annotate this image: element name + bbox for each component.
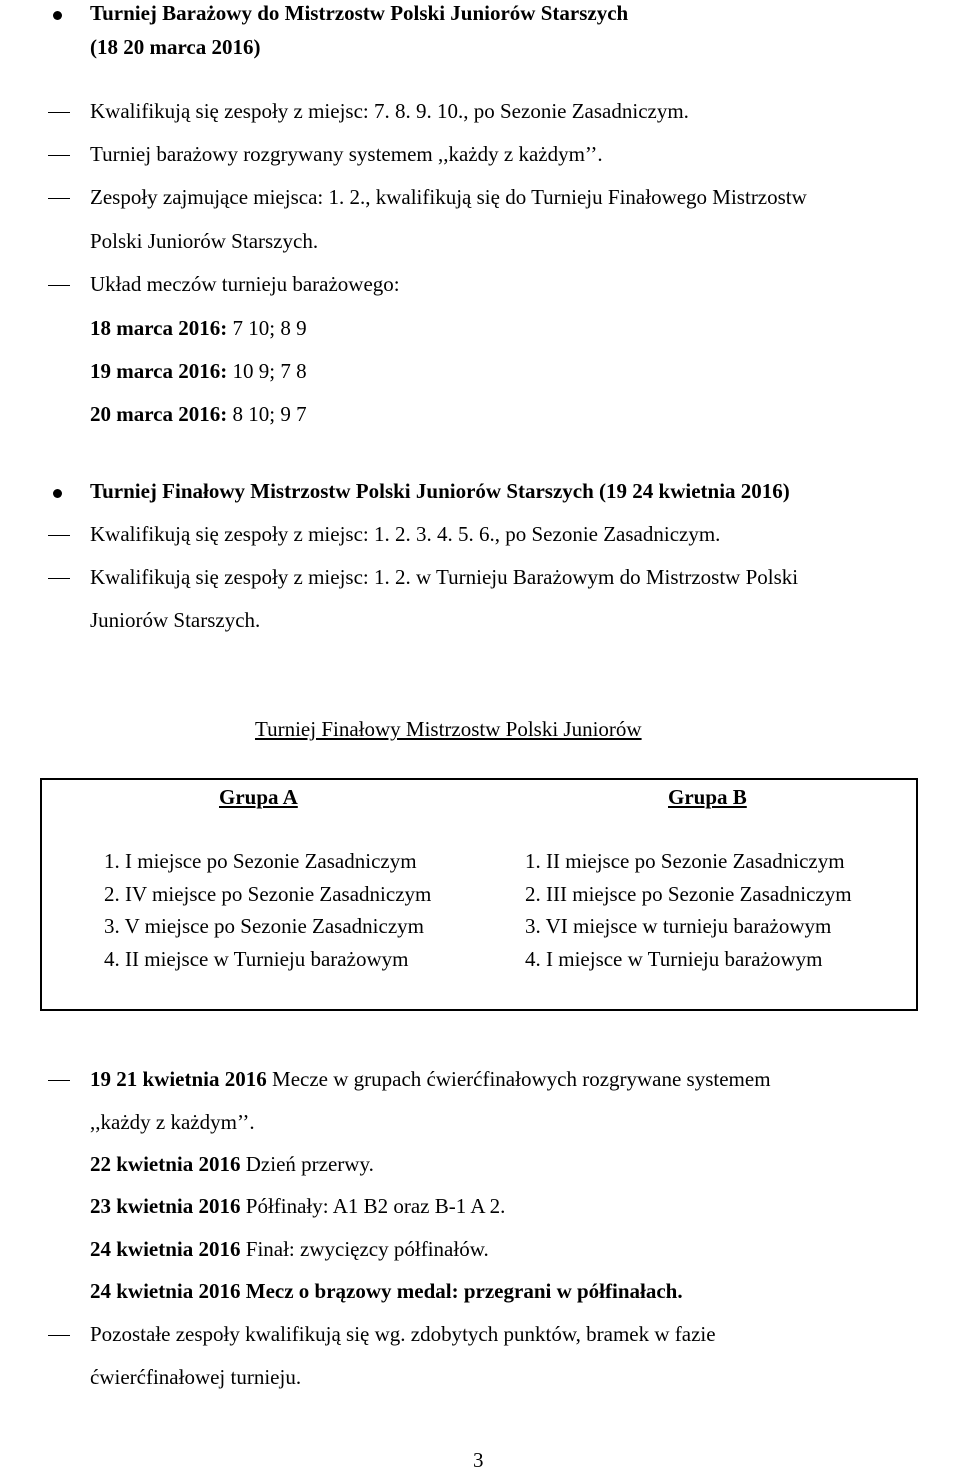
group-a-row: 4. II miejsce w Turnieju barażowym	[104, 947, 409, 971]
section1-item-3: Zespoły zajmujące miejsca: 1. 2., kwalifikują się do Turnieju Finałowego Mistrzostw	[90, 185, 807, 209]
schedule-row: 20 marca 2016: 8 10; 9 7	[90, 402, 307, 426]
section1-item-1: Kwalifikują się zespoły z miejsc: 7. 8. 9. 10., po Sezonie Zasadniczym.	[90, 99, 689, 123]
dash-icon	[48, 112, 70, 113]
dash-icon	[48, 1080, 70, 1081]
group-a-row: 1. I miejsce po Sezonie Zasadniczym	[104, 849, 417, 873]
timeline-row: 22 kwietnia 2016 Dzień przerwy.	[90, 1152, 374, 1176]
schedule-row: 18 marca 2016: 7 10; 8 9	[90, 316, 307, 340]
footer-item: Pozostałe zespoły kwalifikują się wg. zdobytych punktów, bramek w fazie	[90, 1322, 716, 1346]
bullet-icon	[53, 489, 62, 498]
finals-heading: Turniej Finałowy Mistrzostw Polski Juniorów	[255, 717, 642, 741]
group-b-row: 2. III miejsce po Sezonie Zasadniczym	[525, 882, 852, 906]
group-a-title: Grupa A	[219, 785, 298, 809]
section2-title: Turniej Finałowy Mistrzostw Polski Juniorów Starszych (19 24 kwietnia 2016)	[90, 479, 790, 503]
page-number: 3	[473, 1448, 484, 1472]
schedule-row: 19 marca 2016: 10 9; 7 8	[90, 359, 307, 383]
dash-icon	[48, 578, 70, 579]
dash-icon	[48, 155, 70, 156]
section1-title-line2: (18 20 marca 2016)	[90, 35, 261, 59]
section1-title-line1: Turniej Barażowy do Mistrzostw Polski Juniorów Starszych	[90, 1, 629, 25]
group-a-row: 3. V miejsce po Sezonie Zasadniczym	[104, 914, 424, 938]
section1-item-3-cont: Polski Juniorów Starszych.	[90, 229, 319, 253]
dash-icon	[48, 535, 70, 536]
section2-item-2: Kwalifikują się zespoły z miejsc: 1. 2. w Turnieju Barażowym do Mistrzostw Polski	[90, 565, 799, 589]
footer-item-cont: ćwierćfinałowej turnieju.	[90, 1365, 302, 1389]
timeline-row: 23 kwietnia 2016 Półfinały: A1 B2 oraz B-1 A 2.	[90, 1194, 506, 1218]
dash-icon	[48, 1335, 70, 1336]
group-b-row: 3. VI miejsce w turnieju barażowym	[525, 914, 832, 938]
bullet-icon	[53, 11, 62, 20]
timeline-row: 24 kwietnia 2016 Finał: zwycięzcy półfinałów.	[90, 1237, 489, 1261]
group-b-row: 4. I miejsce w Turnieju barażowym	[525, 947, 823, 971]
dash-icon	[48, 285, 70, 286]
dash-icon	[48, 198, 70, 199]
section2-item-2-cont: Juniorów Starszych.	[90, 608, 261, 632]
section2-item-1: Kwalifikują się zespoły z miejsc: 1. 2. 3. 4. 5. 6., po Sezonie Zasadniczym.	[90, 522, 721, 546]
group-b-row: 1. II miejsce po Sezonie Zasadniczym	[525, 849, 845, 873]
section1-item-2: Turniej barażowy rozgrywany systemem ,,każdy z każdym’’.	[90, 142, 603, 166]
timeline-row: ,,każdy z każdym’’.	[90, 1110, 255, 1134]
section1-item-4: Układ meczów turnieju barażowego:	[90, 272, 400, 296]
timeline-row: 19 21 kwietnia 2016 Mecze w grupach ćwierćfinałowych rozgrywane systemem	[90, 1067, 771, 1091]
timeline-row: 24 kwietnia 2016 Mecz o brązowy medal: przegrani w półfinałach.	[90, 1279, 683, 1303]
group-a-row: 2. IV miejsce po Sezonie Zasadniczym	[104, 882, 432, 906]
group-b-title: Grupa B	[668, 785, 747, 809]
